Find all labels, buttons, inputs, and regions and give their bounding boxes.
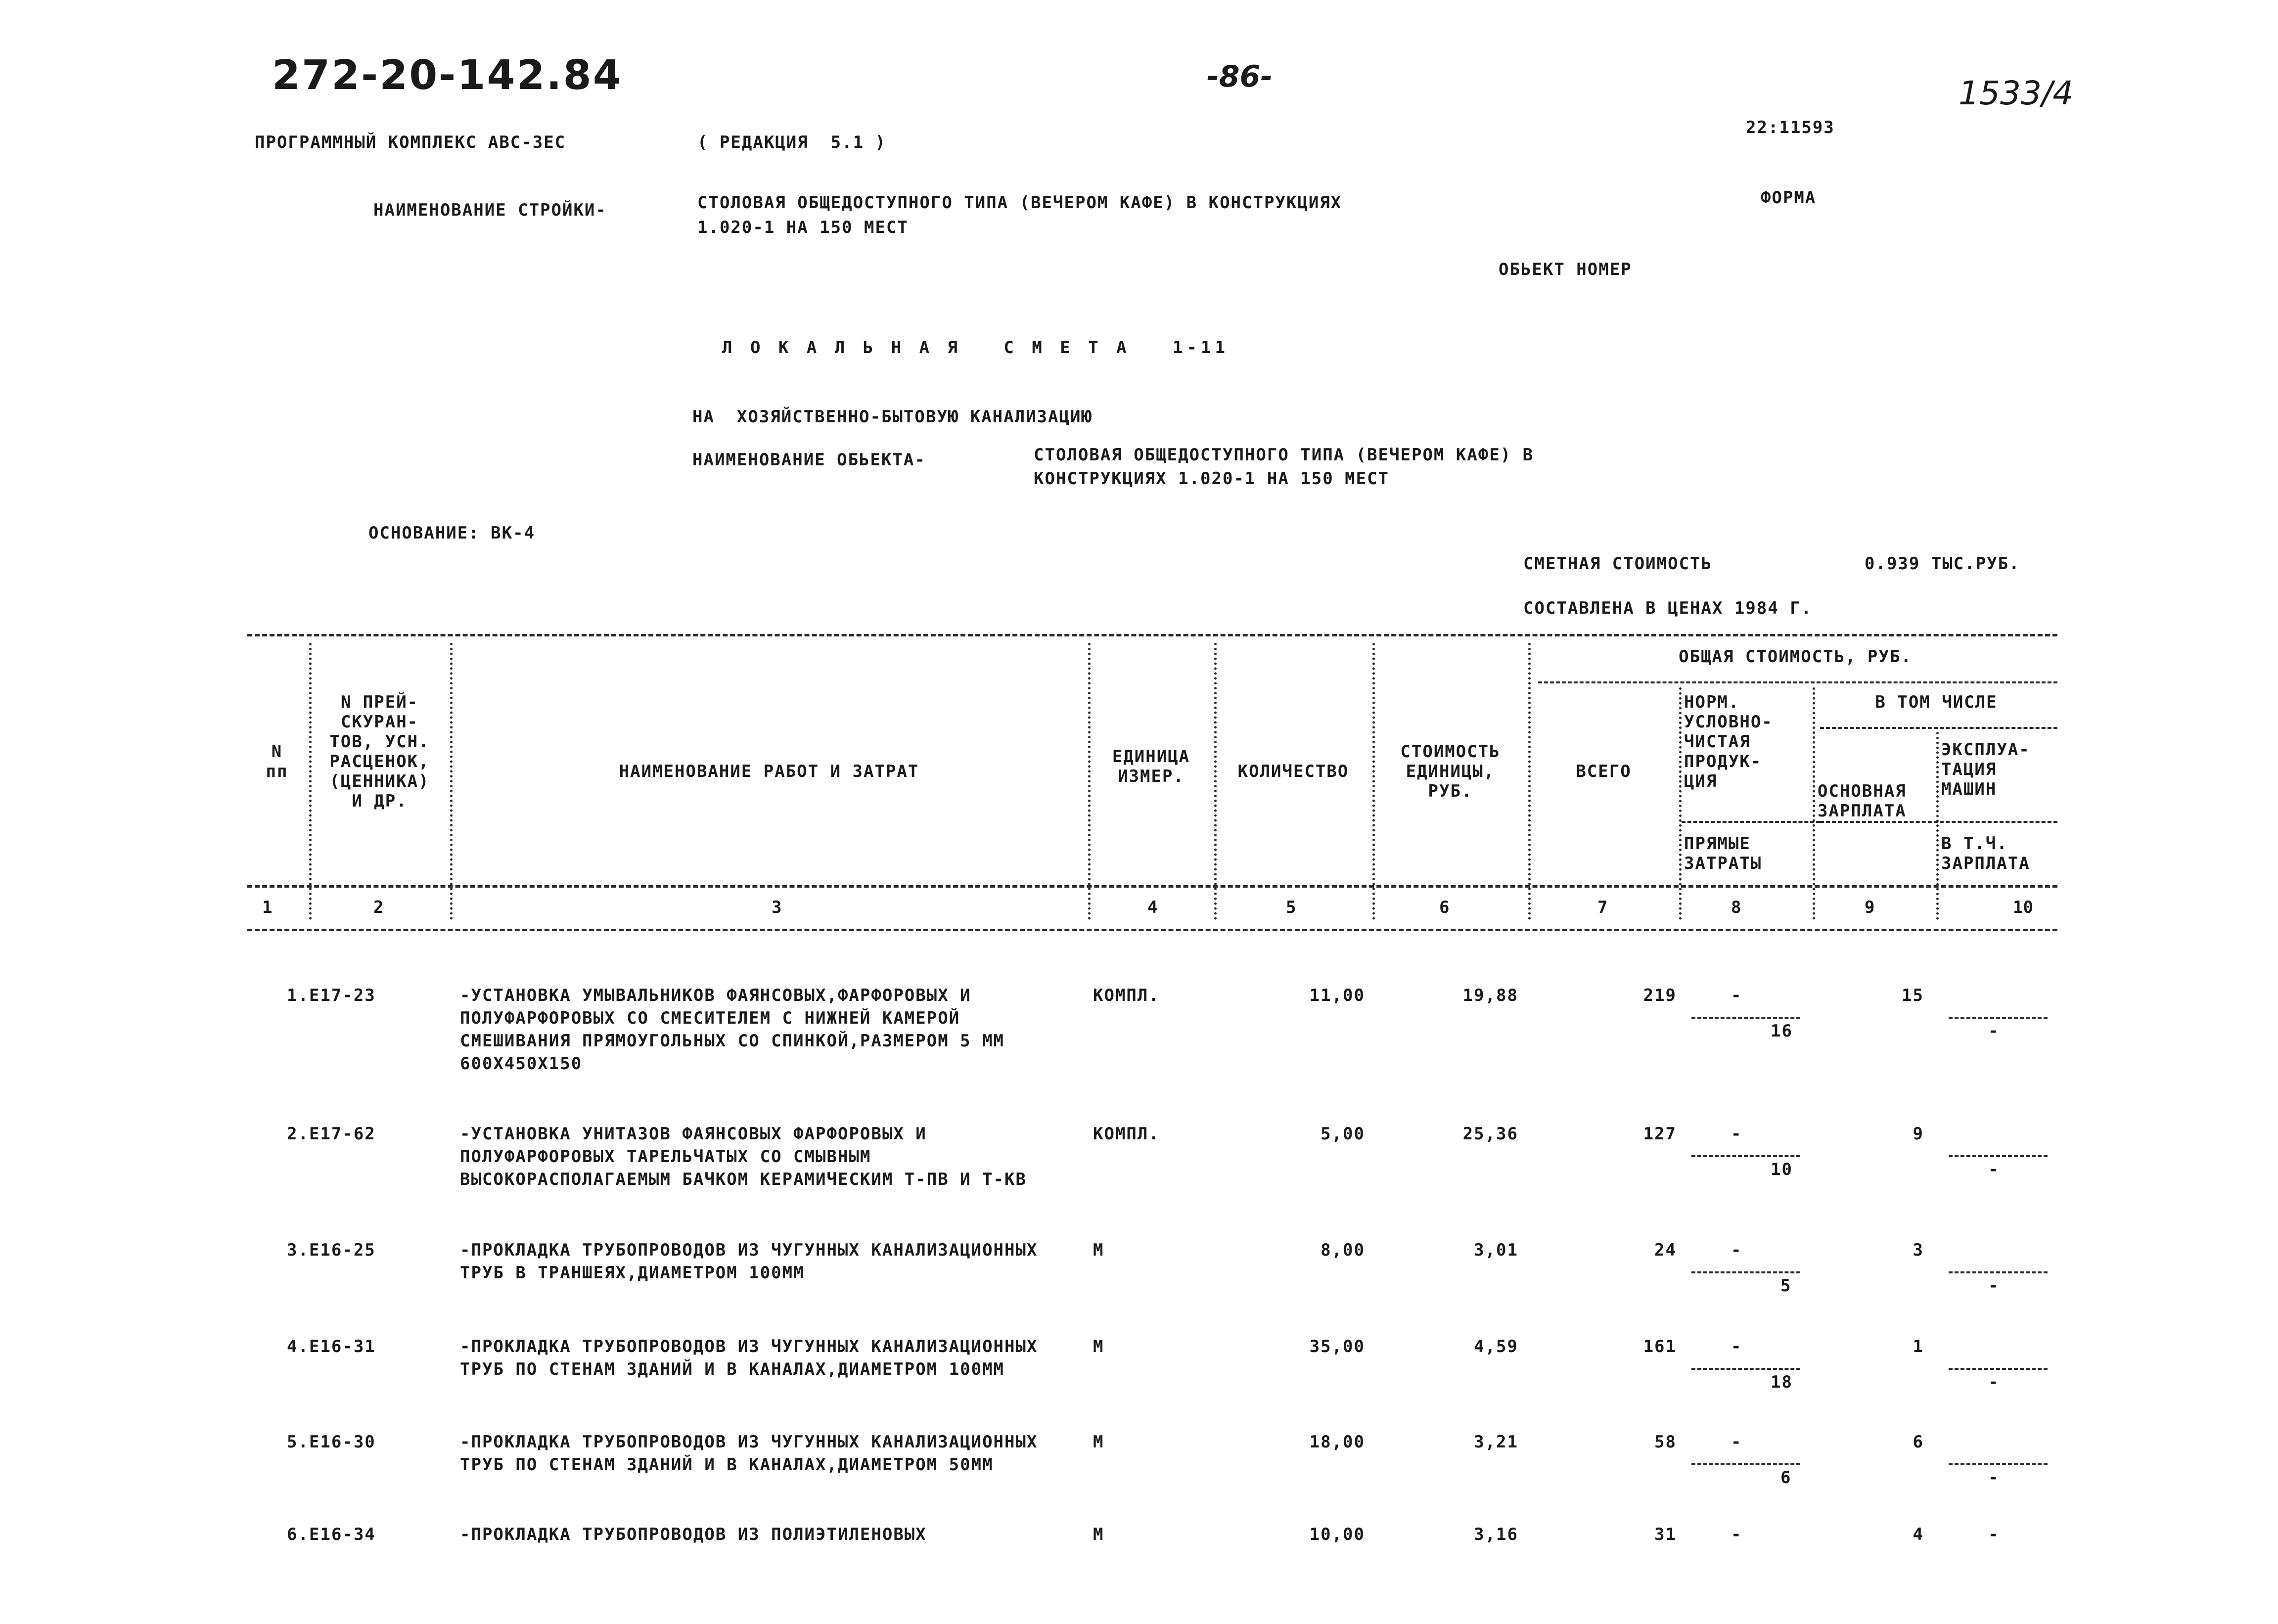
- col-number-10: 10: [2013, 898, 2033, 917]
- col-header-direct: ПРЯМЫЕ ЗАТРАТЫ: [1684, 834, 1762, 873]
- row-unit: М: [1093, 1240, 1104, 1260]
- row-machine-line: [1949, 1368, 2048, 1370]
- row-salary: 6: [1913, 1432, 1924, 1452]
- salary-split-rule: [1820, 821, 2057, 823]
- row-name: -ПРОКЛАДКА ТРУБОПРОВОДОВ ИЗ ЧУГУННЫХ КАНАЛИЗАЦИОННЫХ ТРУБ ПО СТЕНАМ ЗДАНИЙ И В КАНАЛАХ,ДИАМЕТРОМ 100ММ: [460, 1337, 1049, 1379]
- row-machine: -: [1988, 1468, 2000, 1488]
- row-fraction-line: [1691, 1368, 1800, 1370]
- col-header-machine-salary: В Т.Ч. ЗАРПЛАТА: [1941, 834, 2030, 873]
- row-fraction-line: [1691, 1017, 1800, 1019]
- row-machine-line: [1949, 1155, 2048, 1157]
- row-salary: 15: [1902, 986, 1924, 1005]
- document-code: 272-20-142.84: [272, 52, 623, 99]
- col-header-price: СТОИМОСТЬ ЕДИНИЦЫ, РУБ.: [1400, 742, 1501, 801]
- row-qty: 10,00: [1309, 1525, 1365, 1544]
- row-norm: -: [1731, 1432, 1742, 1452]
- col-divider-6: [1528, 643, 1531, 920]
- sheet-reference: 1533/4: [1959, 74, 2074, 112]
- construction-name-line2: 1.020-1 НА 150 МЕСТ: [697, 218, 909, 237]
- row-machine: -: [1988, 1276, 2000, 1296]
- row-price: 3,01: [1474, 1240, 1518, 1260]
- row-name: -УСТАНОВКА УНИТАЗОВ ФАЯНСОВЫХ ФАРФОРОВЫХ И ПОЛУФАРФОРОВЫХ ТАРЕЛЬЧАТЫХ СО СМЫВНЫМ ВЫСОКОРАСПОЛАГАЕМЫМ БАЧКОМ КЕРАМИЧЕСКИМ Т-ПВ И Т-КВ: [460, 1124, 1027, 1189]
- row-ref: 3.Е16-25: [287, 1240, 376, 1260]
- construction-label: НАИМЕНОВАНИЕ СТРОЙКИ-: [373, 200, 607, 220]
- table-header-rule: [247, 885, 2057, 888]
- col-header-qty: КОЛИЧЕСТВО: [1237, 762, 1349, 781]
- estimated-cost-label: СМЕТНАЯ СТОИМОСТЬ: [1523, 554, 1712, 574]
- row-direct: 16: [1771, 1021, 1793, 1041]
- row-ref: 1.Е17-23: [287, 986, 376, 1005]
- row-price: 19,88: [1462, 986, 1518, 1005]
- row-salary: 3: [1913, 1240, 1924, 1260]
- page-number: -86-: [1207, 59, 1273, 94]
- col-header-name: НАИМЕНОВАНИЕ РАБОТ И ЗАТРАТ: [619, 762, 919, 781]
- row-total: 127: [1643, 1124, 1677, 1144]
- col-number-4: 4: [1147, 898, 1158, 917]
- row-salary: 1: [1913, 1337, 1924, 1356]
- col-number-2: 2: [373, 898, 384, 917]
- row-direct: 5: [1780, 1276, 1792, 1296]
- object-name-line1: СТОЛОВАЯ ОБЩЕДОСТУПНОГО ТИПА (ВЕЧЕРОМ КАФЕ) В: [1034, 445, 1534, 465]
- row-machine: -: [1988, 1021, 2000, 1041]
- row-ref: 4.Е16-31: [287, 1337, 376, 1356]
- row-salary: 9: [1913, 1124, 1924, 1144]
- construction-name-line1: СТОЛОВАЯ ОБЩЕДОСТУПНОГО ТИПА (ВЕЧЕРОМ КАФЕ) В КОНСТРУКЦИЯХ: [697, 193, 1342, 213]
- row-price: 4,59: [1474, 1337, 1518, 1356]
- row-fraction-line: [1691, 1271, 1800, 1273]
- row-machine: -: [1988, 1160, 2000, 1179]
- group-rule: [1538, 681, 2057, 683]
- estimate-subject: НА ХОЗЯЙСТВЕННО-БЫТОВУЮ КАНАЛИЗАЦИЮ: [692, 407, 1093, 427]
- row-total: 58: [1654, 1432, 1677, 1452]
- col-number-3: 3: [772, 898, 782, 917]
- row-norm: -: [1731, 1525, 1742, 1544]
- row-machine: -: [1988, 1372, 2000, 1392]
- col-header-norm: НОРМ. УСЛОВНО- ЧИСТАЯ ПРОДУК- ЦИЯ: [1684, 692, 1773, 791]
- row-qty: 18,00: [1309, 1432, 1365, 1452]
- row-unit: М: [1093, 1525, 1104, 1544]
- row-machine: -: [1988, 1525, 2000, 1544]
- row-machine-line: [1949, 1017, 2048, 1019]
- table-top-rule: [247, 634, 2057, 636]
- col-number-5: 5: [1286, 898, 1296, 917]
- row-total: 24: [1654, 1240, 1677, 1260]
- row-unit: М: [1093, 1432, 1104, 1452]
- form-label: ФОРМА: [1761, 188, 1817, 208]
- row-fraction-line: [1691, 1463, 1800, 1465]
- estimated-cost-value: 0.939 ТЫС.РУБ.: [1865, 554, 2020, 574]
- col-divider-8: [1813, 687, 1815, 920]
- row-total: 31: [1654, 1525, 1677, 1544]
- row-direct: 6: [1780, 1468, 1792, 1488]
- col-number-7: 7: [1597, 898, 1608, 917]
- col-divider-9: [1936, 732, 1939, 920]
- row-total: 161: [1643, 1337, 1677, 1356]
- col-divider-4: [1214, 643, 1217, 920]
- program-name: ПРОГРАММНЫЙ КОМПЛЕКС АВС-ЗЕС: [255, 133, 566, 152]
- row-norm: -: [1731, 1337, 1742, 1356]
- col-number-8: 8: [1731, 898, 1741, 917]
- object-label: НАИМЕНОВАНИЕ ОБЬЕКТА-: [692, 450, 926, 470]
- row-name: -ПРОКЛАДКА ТРУБОПРОВОДОВ ИЗ ЧУГУННЫХ КАНАЛИЗАЦИОННЫХ ТРУБ В ТРАНШЕЯХ,ДИАМЕТРОМ 100ММ: [460, 1240, 1049, 1283]
- row-norm: -: [1731, 986, 1742, 1005]
- col-header-unit: ЕДИНИЦА ИЗМЕР.: [1112, 747, 1190, 786]
- row-price: 3,21: [1474, 1432, 1518, 1452]
- estimate-basis: ОСНОВАНИЕ: ВК-4: [368, 523, 536, 543]
- object-number-label: ОБЬЕКТ НОМЕР: [1499, 260, 1632, 279]
- row-price: 3,16: [1474, 1525, 1518, 1544]
- price-base-label: СОСТАВЛЕНА В ЦЕНАХ 1984 Г.: [1523, 598, 1813, 618]
- row-qty: 11,00: [1309, 986, 1365, 1005]
- row-norm: -: [1731, 1240, 1742, 1260]
- row-qty: 8,00: [1321, 1240, 1365, 1260]
- row-ref: 2.Е17-62: [287, 1124, 376, 1144]
- row-qty: 35,00: [1309, 1337, 1365, 1356]
- row-direct: 10: [1771, 1160, 1793, 1179]
- row-qty: 5,00: [1321, 1124, 1365, 1144]
- row-unit: КОМПЛ.: [1093, 986, 1160, 1005]
- col-header-machine: ЭКСПЛУА- ТАЦИЯ МАШИН: [1941, 740, 2030, 799]
- row-direct: 18: [1771, 1372, 1793, 1392]
- row-machine-line: [1949, 1271, 2048, 1273]
- row-name: -ПРОКЛАДКА ТРУБОПРОВОДОВ ИЗ ЧУГУННЫХ КАНАЛИЗАЦИОННЫХ ТРУБ ПО СТЕНАМ ЗДАНИЙ И В КАНАЛАХ,ДИАМЕТРОМ 50ММ: [460, 1432, 1049, 1475]
- col-number-6: 6: [1439, 898, 1450, 917]
- row-price: 25,36: [1462, 1124, 1518, 1144]
- row-salary: 4: [1913, 1525, 1924, 1544]
- col-header-ref: N ПРЕЙ- СКУРАН- ТОВ, УСН. РАСЦЕНОК, (ЦЕННИКА) И ДР.: [329, 692, 430, 811]
- col-number-1: 1: [262, 898, 273, 917]
- row-name: -ПРОКЛАДКА ТРУБОПРОВОДОВ ИЗ ПОЛИЭТИЛЕНОВЫХ: [460, 1525, 927, 1544]
- row-norm: -: [1731, 1124, 1742, 1144]
- col-divider-7: [1679, 687, 1682, 920]
- col-header-incl: В ТОМ ЧИСЛЕ: [1875, 692, 1998, 712]
- document-title: Л О К А Л Ь Н А Я С М Е Т А 1-11: [722, 338, 1229, 358]
- col-header-total: ВСЕГО: [1576, 762, 1632, 781]
- row-name: -УСТАНОВКА УМЫВАЛЬНИКОВ ФАЯНСОВЫХ,ФАРФОРОВЫХ И ПОЛУФАРФОРОВЫХ СО СМЕСИТЕЛЕМ С НИЖНЕЙ КАМЕРОЙ СМЕШИВАНИЯ ПРЯМОУГОЛЬНЫХ СО СПИНКОЙ,РАЗМЕРОМ 5 ММ 600Х450Х150: [460, 986, 1016, 1074]
- col-header-total-group: ОБЩАЯ СТОИМОСТЬ, РУБ.: [1679, 647, 1912, 667]
- subgroup-rule: [1820, 727, 2057, 729]
- row-total: 219: [1643, 986, 1677, 1005]
- norm-split-rule: [1682, 821, 1820, 823]
- col-header-basic-salary: ОСНОВНАЯ ЗАРПЛАТА: [1818, 781, 1907, 821]
- row-ref: 6.Е16-34: [287, 1525, 376, 1544]
- row-unit: М: [1093, 1337, 1104, 1356]
- table-numbers-rule: [247, 929, 2057, 931]
- row-unit: КОМПЛ.: [1093, 1124, 1160, 1144]
- program-edition: ( РЕДАКЦИЯ 5.1 ): [697, 133, 886, 152]
- date-code: 22:11593: [1746, 118, 1835, 137]
- col-number-9: 9: [1865, 898, 1875, 917]
- col-divider-2: [450, 643, 453, 920]
- row-fraction-line: [1691, 1155, 1800, 1157]
- row-machine-line: [1949, 1463, 2048, 1465]
- object-name-line2: КОНСТРУКЦИЯХ 1.020-1 НА 150 МЕСТ: [1034, 469, 1390, 489]
- col-header-n: N пп: [266, 742, 288, 781]
- row-ref: 5.Е16-30: [287, 1432, 376, 1452]
